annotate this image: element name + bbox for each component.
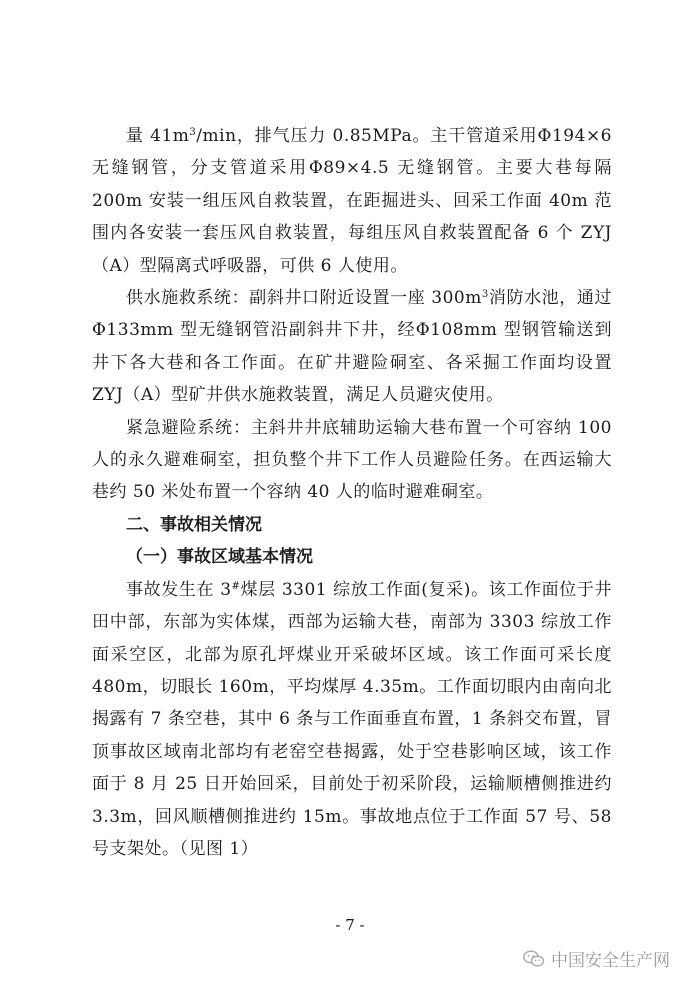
wechat-icon bbox=[523, 950, 545, 968]
watermark bbox=[523, 946, 670, 971]
watermark-text: 中国安全生产网 bbox=[551, 951, 670, 971]
document-body bbox=[92, 120, 612, 865]
paragraph-water-supply: 供水施救系统：副斜井口附近设置一座 $300m^3$消防水池，通过Φ133mm 型无缝钢管沿副斜井下井，经Φ108mm 型钢管输送到井下各大巷和各工作面。在矿井避险硐室、各采掘工作面均设置 ZYJ（A）型矿井供水施救装置，满足人员避灾使用。 bbox=[92, 288, 612, 406]
paragraph-emergency-refuge: 紧急避险系统：主斜井井底辅助运输大巷布置一个可容纳 100 人的永久避难硐室，担负整个井下工作人员避险任务。在西运输大巷约 50 米处布置一个容纳 40 人的临时避难硐室。 bbox=[92, 417, 612, 503]
superscript: 3 bbox=[189, 127, 197, 138]
paragraph-compressed-air: 量 $41m^3/\min$，排气压力 0.85MPa。主干管道采用Φ194×6 无缝钢管，分支管道采用Φ89×4.5 无缝钢管。主要大巷每隔 200m 安装一组压风自救装置，在距掘进头、回采工作面 40m 范围内各安装一套压风自救装置，每组压风自救装置配备 6 个 ZYJ（A）型隔离式呼吸器，可供 6 人使用。 bbox=[92, 126, 613, 276]
section-heading: 二、事故相关情况 bbox=[126, 514, 262, 535]
paragraph-accident-area: 事故发生在 3#煤层 3301 综放工作面(复采)。该工作面位于井田中部，东部为实体煤，西部为运输大巷，南部为 3303 综放工作面采空区，北部为原孔坪煤业开采破坏区域。该工作面可采长度 480m，切眼长 160m，平均煤厚 4.35m。工作面切眼内由南向北揭露有 7 条空巷，其中 6 条与工作面垂直布置，1 条斜交布置，冒顶事故区域南北部均有老窑空巷揭露，处于空巷影响区域，该工作面于 8 月 25 日开始回采，目前处于初采阶段，运输顺槽侧推进约 3.3m，回风顺槽侧推进约 15m。事故地点位于工作面 57 号、58 号支架处。（见图 1） bbox=[92, 579, 612, 859]
subsection-heading: （一）事故区域基本情况 bbox=[126, 547, 313, 568]
page-number: - 7 - bbox=[335, 916, 365, 934]
superscript: 3 bbox=[481, 289, 489, 301]
superscript: # bbox=[231, 580, 241, 592]
